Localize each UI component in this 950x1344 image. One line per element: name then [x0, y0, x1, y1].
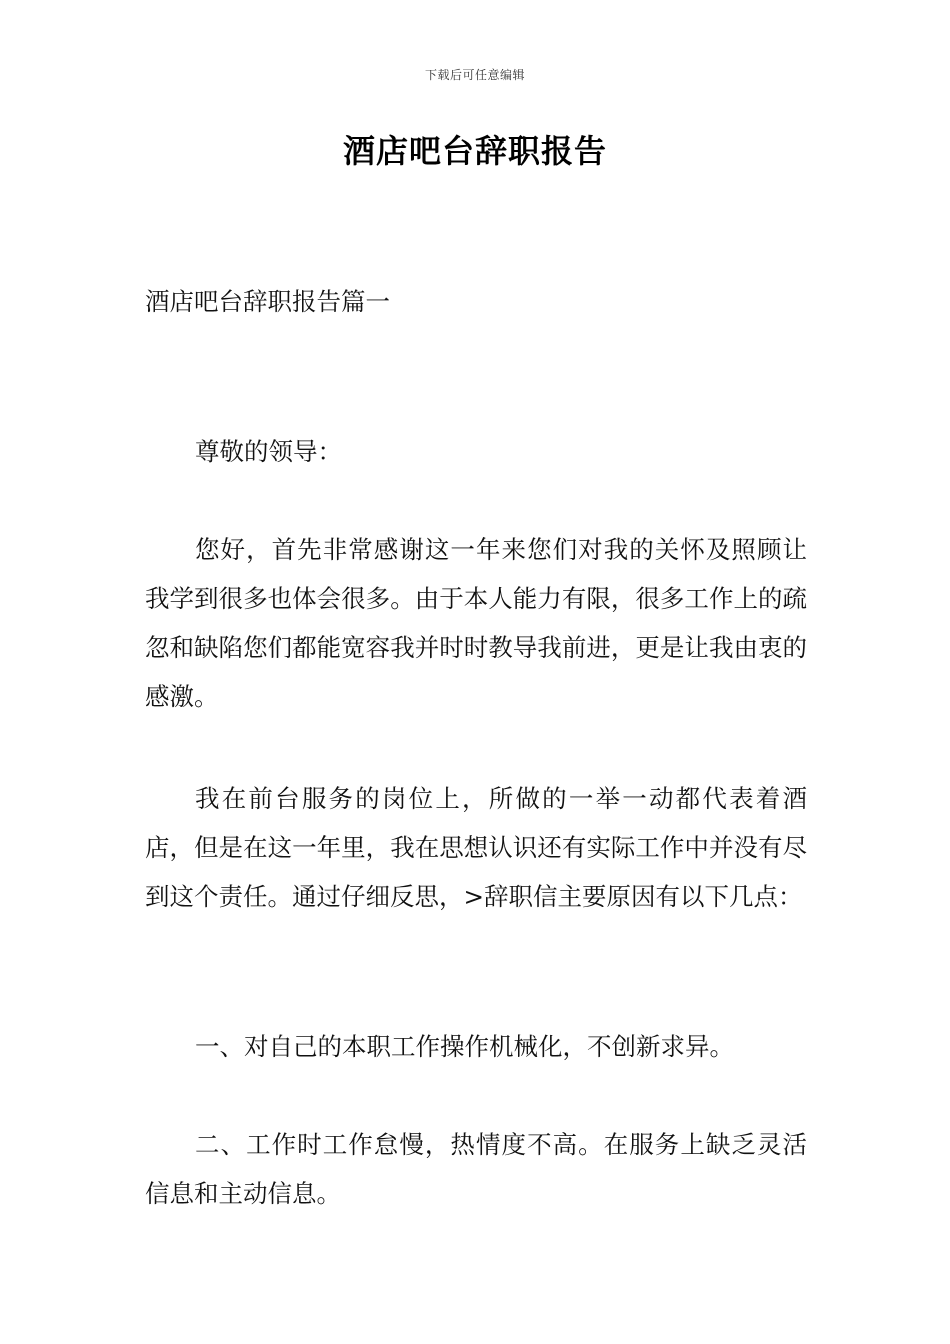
reason-item-2: 二、工作时工作怠慢，热情度不高。在服务上缺乏灵活信息和主动信息。 [145, 1130, 807, 1208]
salutation: 尊敬的领导： [195, 437, 342, 466]
document-title: 酒店吧台辞职报告 [342, 132, 607, 170]
paragraph-reasons-intro: 我在前台服务的岗位上，所做的一举一动都代表着酒店，但是在这一年里，我在思想认识还有实际工作中并没有尽到这个责任。通过仔细反思，>辞职信主要原因有以下几点： [145, 784, 807, 911]
section-heading: 酒店吧台辞职报告篇一 [145, 287, 390, 316]
reason-item-1: 一、对自己的本职工作操作机械化，不创新求异。 [195, 1032, 734, 1061]
header-note: 下载后可任意编辑 [424, 68, 525, 82]
paragraph-gratitude: 您好，首先非常感谢这一年来您们对我的关怀及照顾让我学到很多也体会很多。由于本人能力有限，很多工作上的疏忽和缺陷您们都能宽容我并时时教导我前进，更是让我由衷的感激。 [145, 535, 807, 711]
